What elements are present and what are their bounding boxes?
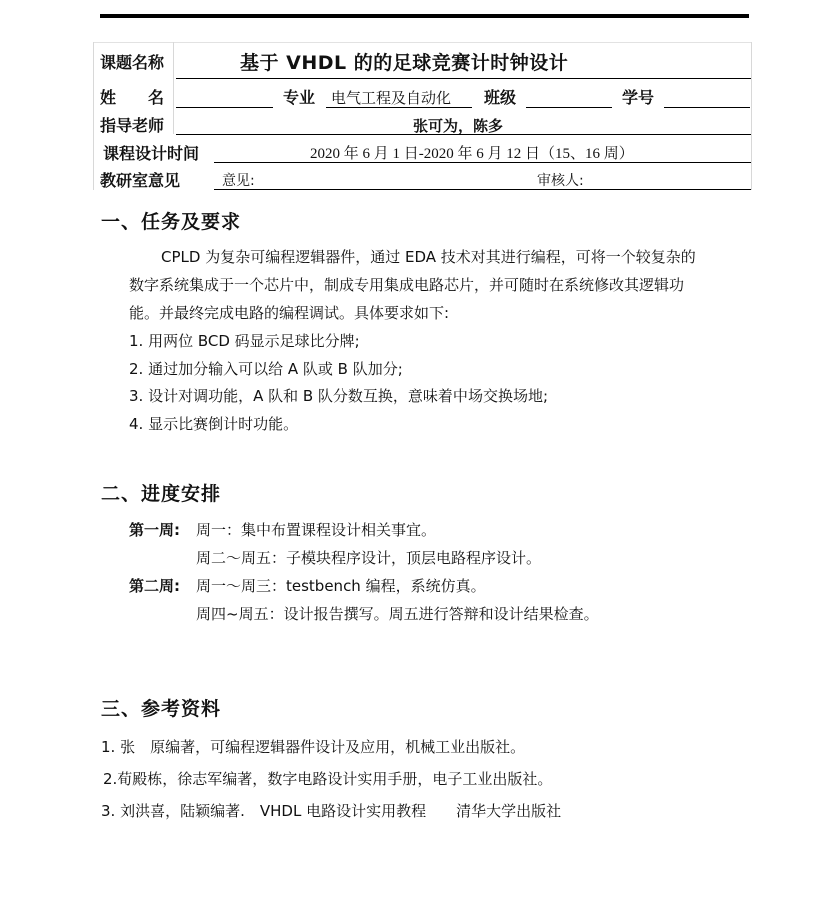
class-underline <box>526 107 612 108</box>
reviewer-label: 审核人: <box>537 173 584 189</box>
major-value: 电气工程及自动化 <box>331 89 452 107</box>
reference-item: 1. 张 原编著，可编程逻辑器件设计及应用，机械工业出版社。 <box>101 738 526 756</box>
dept-label: 教研室意见 <box>100 171 181 190</box>
table-border-right <box>751 42 752 190</box>
opinion-label: 意见: <box>222 173 255 189</box>
topic-underline <box>176 78 751 79</box>
table-col-divider <box>173 42 174 134</box>
opinion-underline <box>214 189 751 190</box>
topic-label: 课题名称 <box>100 53 165 72</box>
advisor-underline <box>176 134 751 135</box>
section1-intro <box>129 243 751 327</box>
name-underline <box>176 107 273 108</box>
id-underline <box>664 107 750 108</box>
section1-heading: 一、任务及要求 <box>101 211 242 233</box>
time-label: 课程设计时间 <box>103 144 200 163</box>
requirement-item: 4. 显示比赛倒计时功能。 <box>129 415 299 433</box>
reference-item: 2.荀殿栋，徐志军编著，数字电路设计实用手册，电子工业出版社。 <box>103 770 553 788</box>
name-label: 姓 名 <box>100 88 165 107</box>
reference-item: 3. 刘洪喜，陆颖编著. VHDL 电路设计实用教程 清华大学出版社 <box>101 802 562 820</box>
major-underline <box>326 107 472 108</box>
section1-intro-line3: 能。并最终完成电路的编程调试。具体要求如下: <box>129 304 450 322</box>
week1-line1: 周一：集中布置课程设计相关事宜。 <box>196 521 437 539</box>
week2-label: 第二周: <box>129 577 180 595</box>
advisor-label: 指导老师 <box>100 116 165 135</box>
section2-heading: 二、进度安排 <box>101 483 222 505</box>
requirement-item: 3. 设计对调功能，A 队和 B 队分数互换，意味着中场交换场地; <box>129 387 548 405</box>
table-border-left <box>93 42 94 190</box>
week1-label: 第一周: <box>129 521 180 539</box>
week2-line2: 周四~周五：设计报告撰写。周五进行答辩和设计结果检查。 <box>196 605 599 623</box>
top-rule <box>100 14 749 18</box>
week1-line2: 周二～周五：子模块程序设计，顶层电路程序设计。 <box>196 549 542 567</box>
major-label: 专业 <box>283 88 316 107</box>
section1-intro-line2: 数字系统集成于一个芯片中，制成专用集成电路芯片，并可随时在系统修改其逻辑功 <box>129 276 685 294</box>
table-border-top <box>93 42 752 43</box>
section1-intro-line1: CPLD 为复杂可编程逻辑器件，通过 EDA 技术对其进行编程，可将一个较复杂的 <box>161 248 696 266</box>
time-underline <box>214 162 751 163</box>
time-value: 2020 年 6 月 1 日-2020 年 6 月 12 日（15、16 周） <box>310 146 634 162</box>
id-label: 学号 <box>622 88 655 107</box>
requirement-item: 2. 通过加分输入可以给 A 队或 B 队加分; <box>129 360 403 378</box>
topic-value: 基于 VHDL 的的足球竞赛计时钟设计 <box>240 52 569 74</box>
class-label: 班级 <box>484 88 517 107</box>
week2-line1: 周一～周三：testbench 编程，系统仿真。 <box>196 577 486 595</box>
advisor-value: 张可为，陈多 <box>413 117 504 135</box>
requirement-item: 1. 用两位 BCD 码显示足球比分牌; <box>129 332 360 350</box>
section3-heading: 三、参考资料 <box>101 698 222 720</box>
